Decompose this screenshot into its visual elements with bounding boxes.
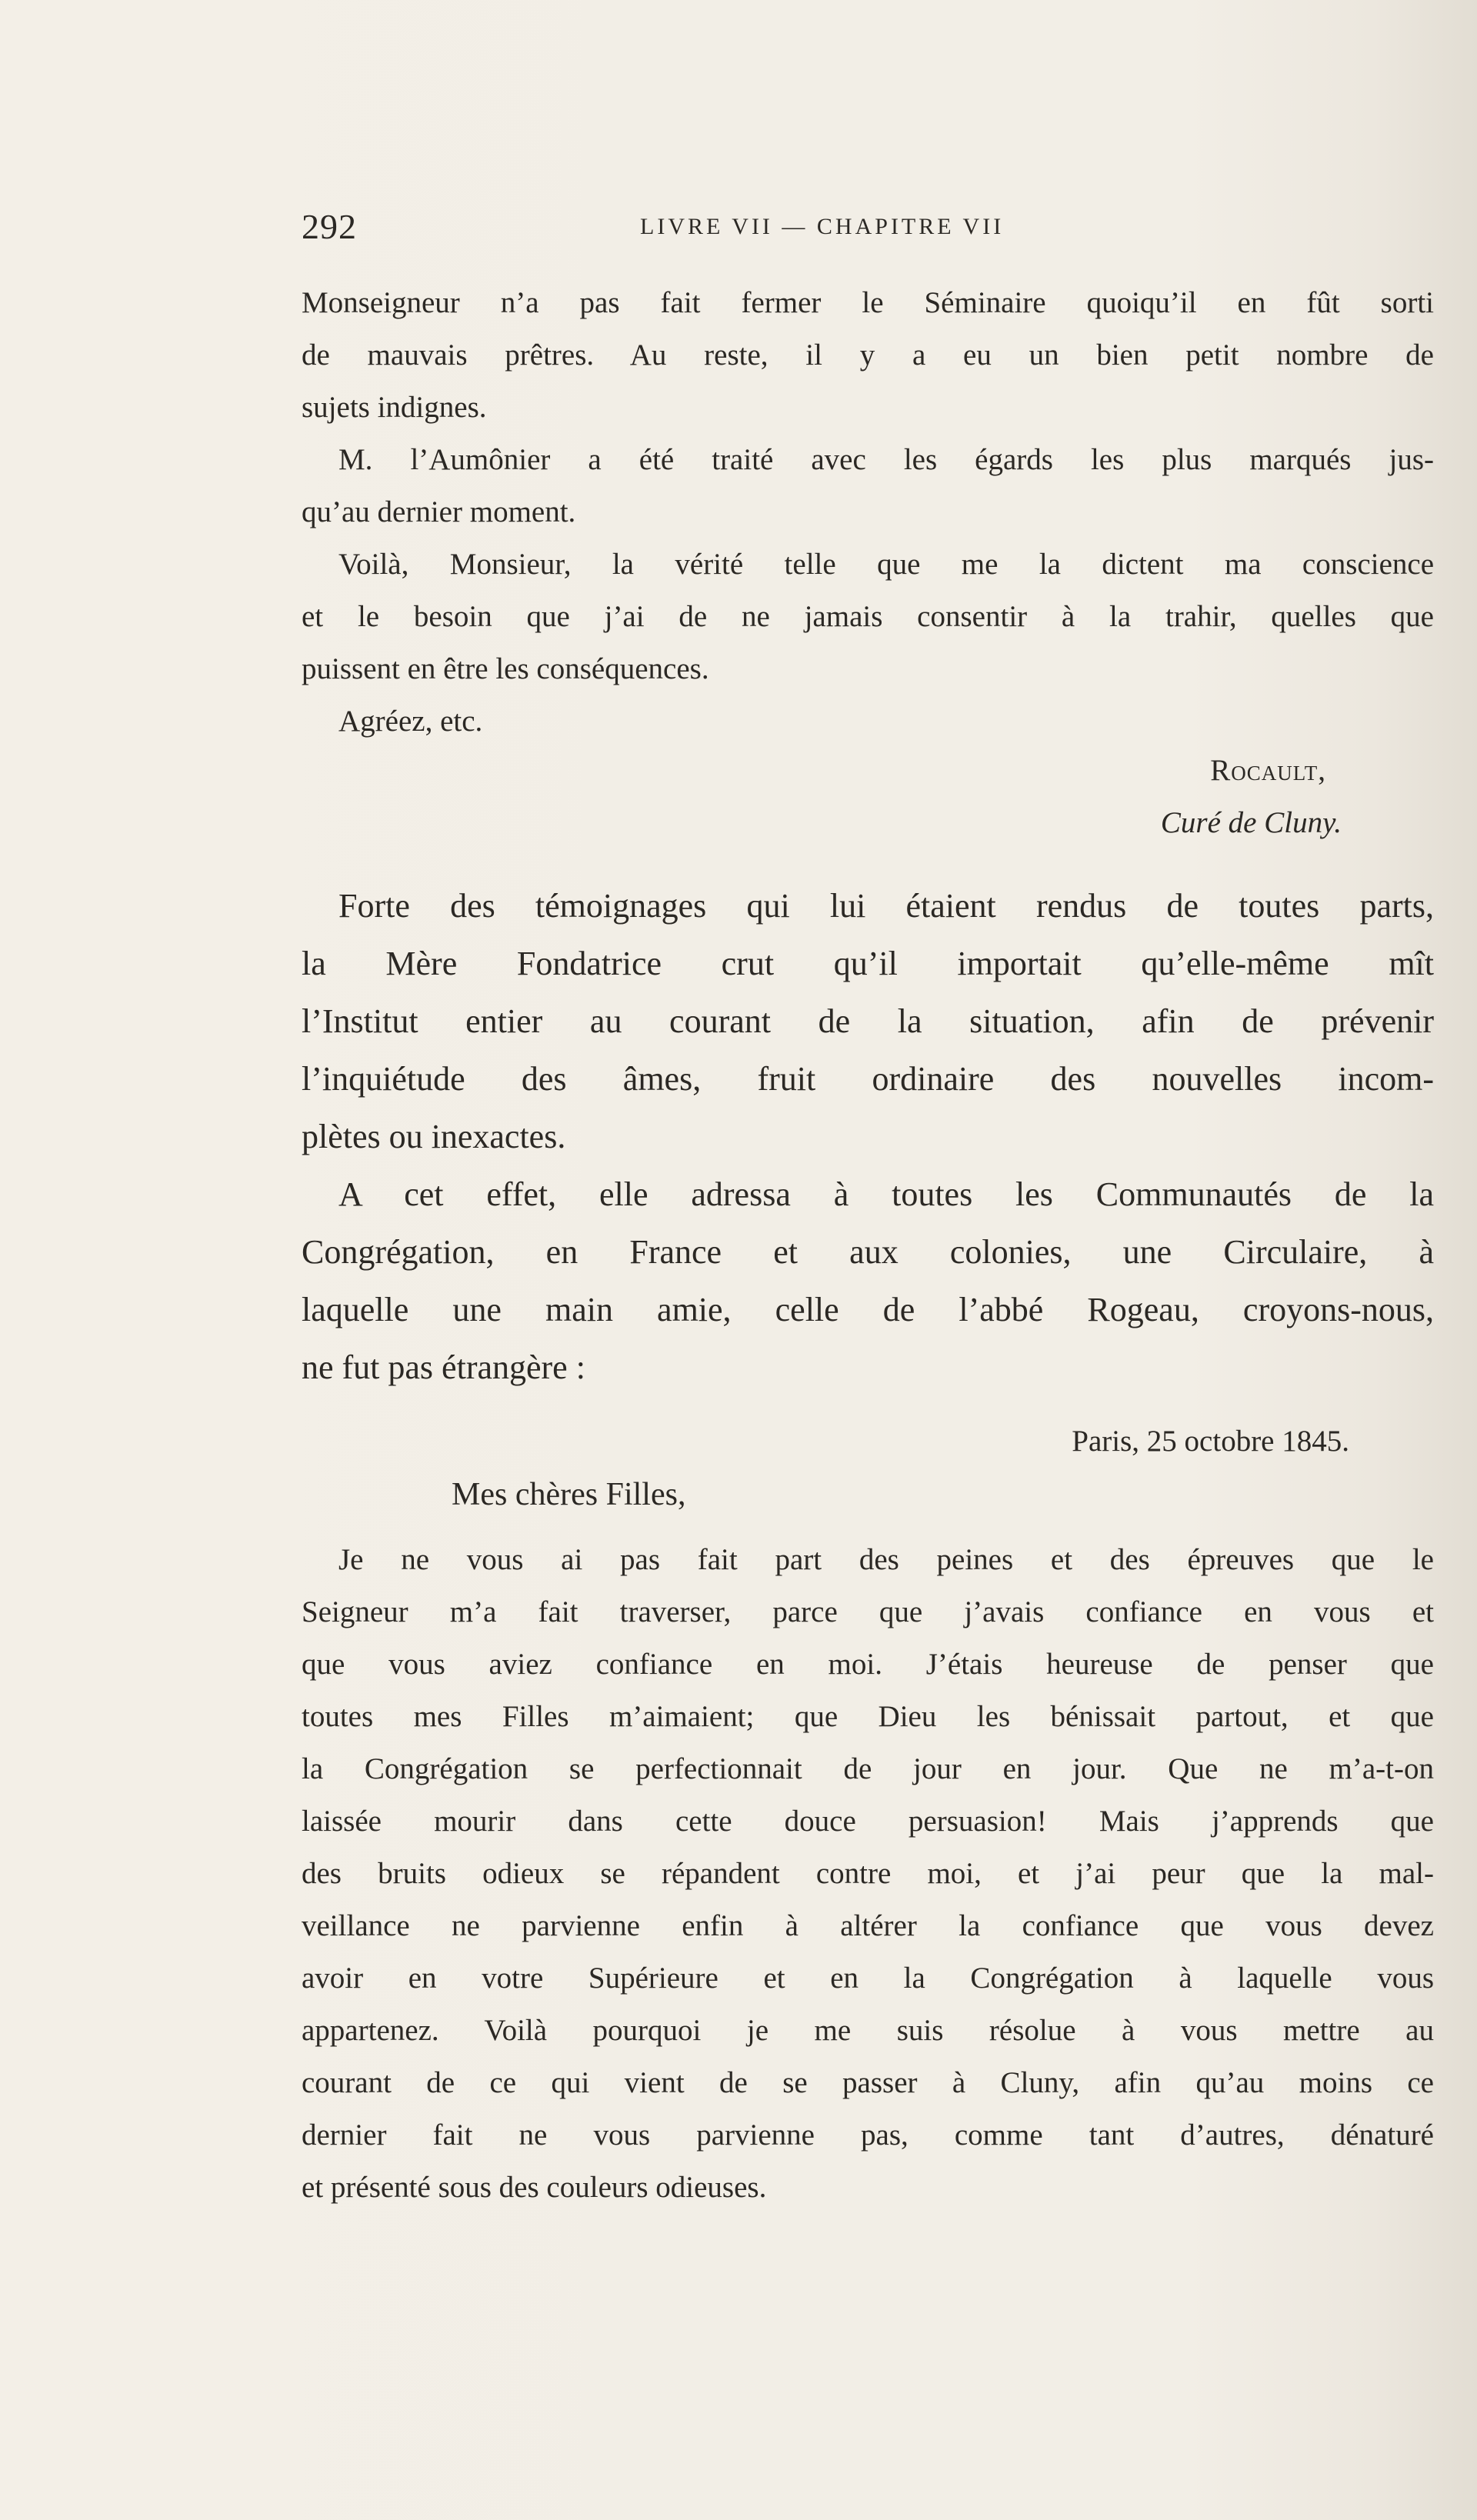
circular-header (302, 1415, 1434, 1522)
circular-line: appartenez. Voilà pourquoi je me suis résolue à vous mettre au (302, 2014, 1434, 2047)
circular-line: courant de ce qui vient de se passer à Cluny, afin qu’au moins ce (302, 2066, 1434, 2099)
circular-line: des bruits odieux se répandent contre moi, et j’ai peur que la mal- (302, 1857, 1434, 1890)
narrative-line: l’Institut entier au courant de la situation, afin de prévenir (302, 1002, 1434, 1040)
letter-line: Voilà, Monsieur, la vérité telle que me la dictent ma conscience (338, 548, 1434, 581)
narrative-line: ne fut pas étrangère : (302, 1348, 585, 1386)
letter-closing: Agréez, etc. (338, 705, 483, 738)
narrative-line: A cet effet, elle adressa à toutes les Communautés de la (338, 1175, 1434, 1213)
letter-line: sujets indignes. (302, 391, 487, 424)
letter-line: puissent en être les conséquences. (302, 652, 709, 685)
letter-block (302, 277, 1434, 748)
circular-line: Je ne vous ai pas fait part des peines et des épreuves que le (338, 1543, 1434, 1576)
circular-line: dernier fait ne vous parvienne pas, comme tant d’autres, dénaturé (302, 2118, 1434, 2152)
narrative-line: l’inquiétude des âmes, fruit ordinaire des nouvelles incom- (302, 1060, 1434, 1098)
circular-line: la Congrégation se perfectionnait de jour en jour. Que ne m’a-t-on (302, 1752, 1434, 1785)
circular-line: avoir en votre Supérieure et en la Congrégation à laquelle vous (302, 1962, 1434, 1995)
narrative-line: Forte des témoignages qui lui étaient rendus de toutes parts, (338, 887, 1434, 925)
circular-line: et présenté sous des couleurs odieuses. (302, 2171, 767, 2204)
letter-line: de mauvais prêtres. Au reste, il y a eu un bien petit nombre de (302, 338, 1434, 372)
circular-line: veillance ne parvienne enfin à altérer la confiance que vous devez (302, 1909, 1434, 1942)
circular-line: laissée mourir dans cette douce persuasion! Mais j’apprends que (302, 1805, 1434, 1838)
circular-salutation: Mes chères Filles, (452, 1477, 686, 1512)
narrative-line: plètes ou inexactes. (302, 1118, 566, 1155)
page-header (302, 206, 1348, 252)
letter-line: Monseigneur n’a pas fait fermer le Séminaire quoiqu’il en fût sorti (302, 286, 1434, 319)
narrative-line: laquelle une main amie, celle de l’abbé Rogeau, croyons-nous, (302, 1291, 1434, 1328)
letter-signature (302, 745, 1434, 849)
letter-line: qu’au dernier moment. (302, 495, 576, 528)
letter-line: M. l’Aumônier a été traité avec les égards les plus marqués jus- (338, 443, 1434, 476)
signature-name: Rocault, (1210, 754, 1326, 787)
narrative-line: Congrégation, en France et aux colonies, une Circulaire, à (302, 1233, 1434, 1271)
circular-block (302, 1534, 1434, 2214)
circular-line: que vous aviez confiance en moi. J’étais heureuse de penser que (302, 1648, 1434, 1681)
circular-date: Paris, 25 octobre 1845. (1072, 1425, 1349, 1458)
running-head: LIVRE VII — CHAPITRE VII (640, 214, 1005, 239)
letter-line: et le besoin que j’ai de ne jamais consentir à la trahir, quelles que (302, 600, 1434, 633)
page-number: 292 (302, 207, 357, 246)
signature-title: Curé de Cluny. (1160, 806, 1342, 839)
narrative-line: la Mère Fondatrice crut qu’il importait qu’elle-même mît (302, 945, 1434, 982)
circular-line: toutes mes Filles m’aimaient; que Dieu les bénissait partout, et que (302, 1700, 1434, 1733)
narrative-block (302, 877, 1434, 1396)
circular-line: Seigneur m’a fait traverser, parce que j’avais confiance en vous et (302, 1595, 1434, 1628)
